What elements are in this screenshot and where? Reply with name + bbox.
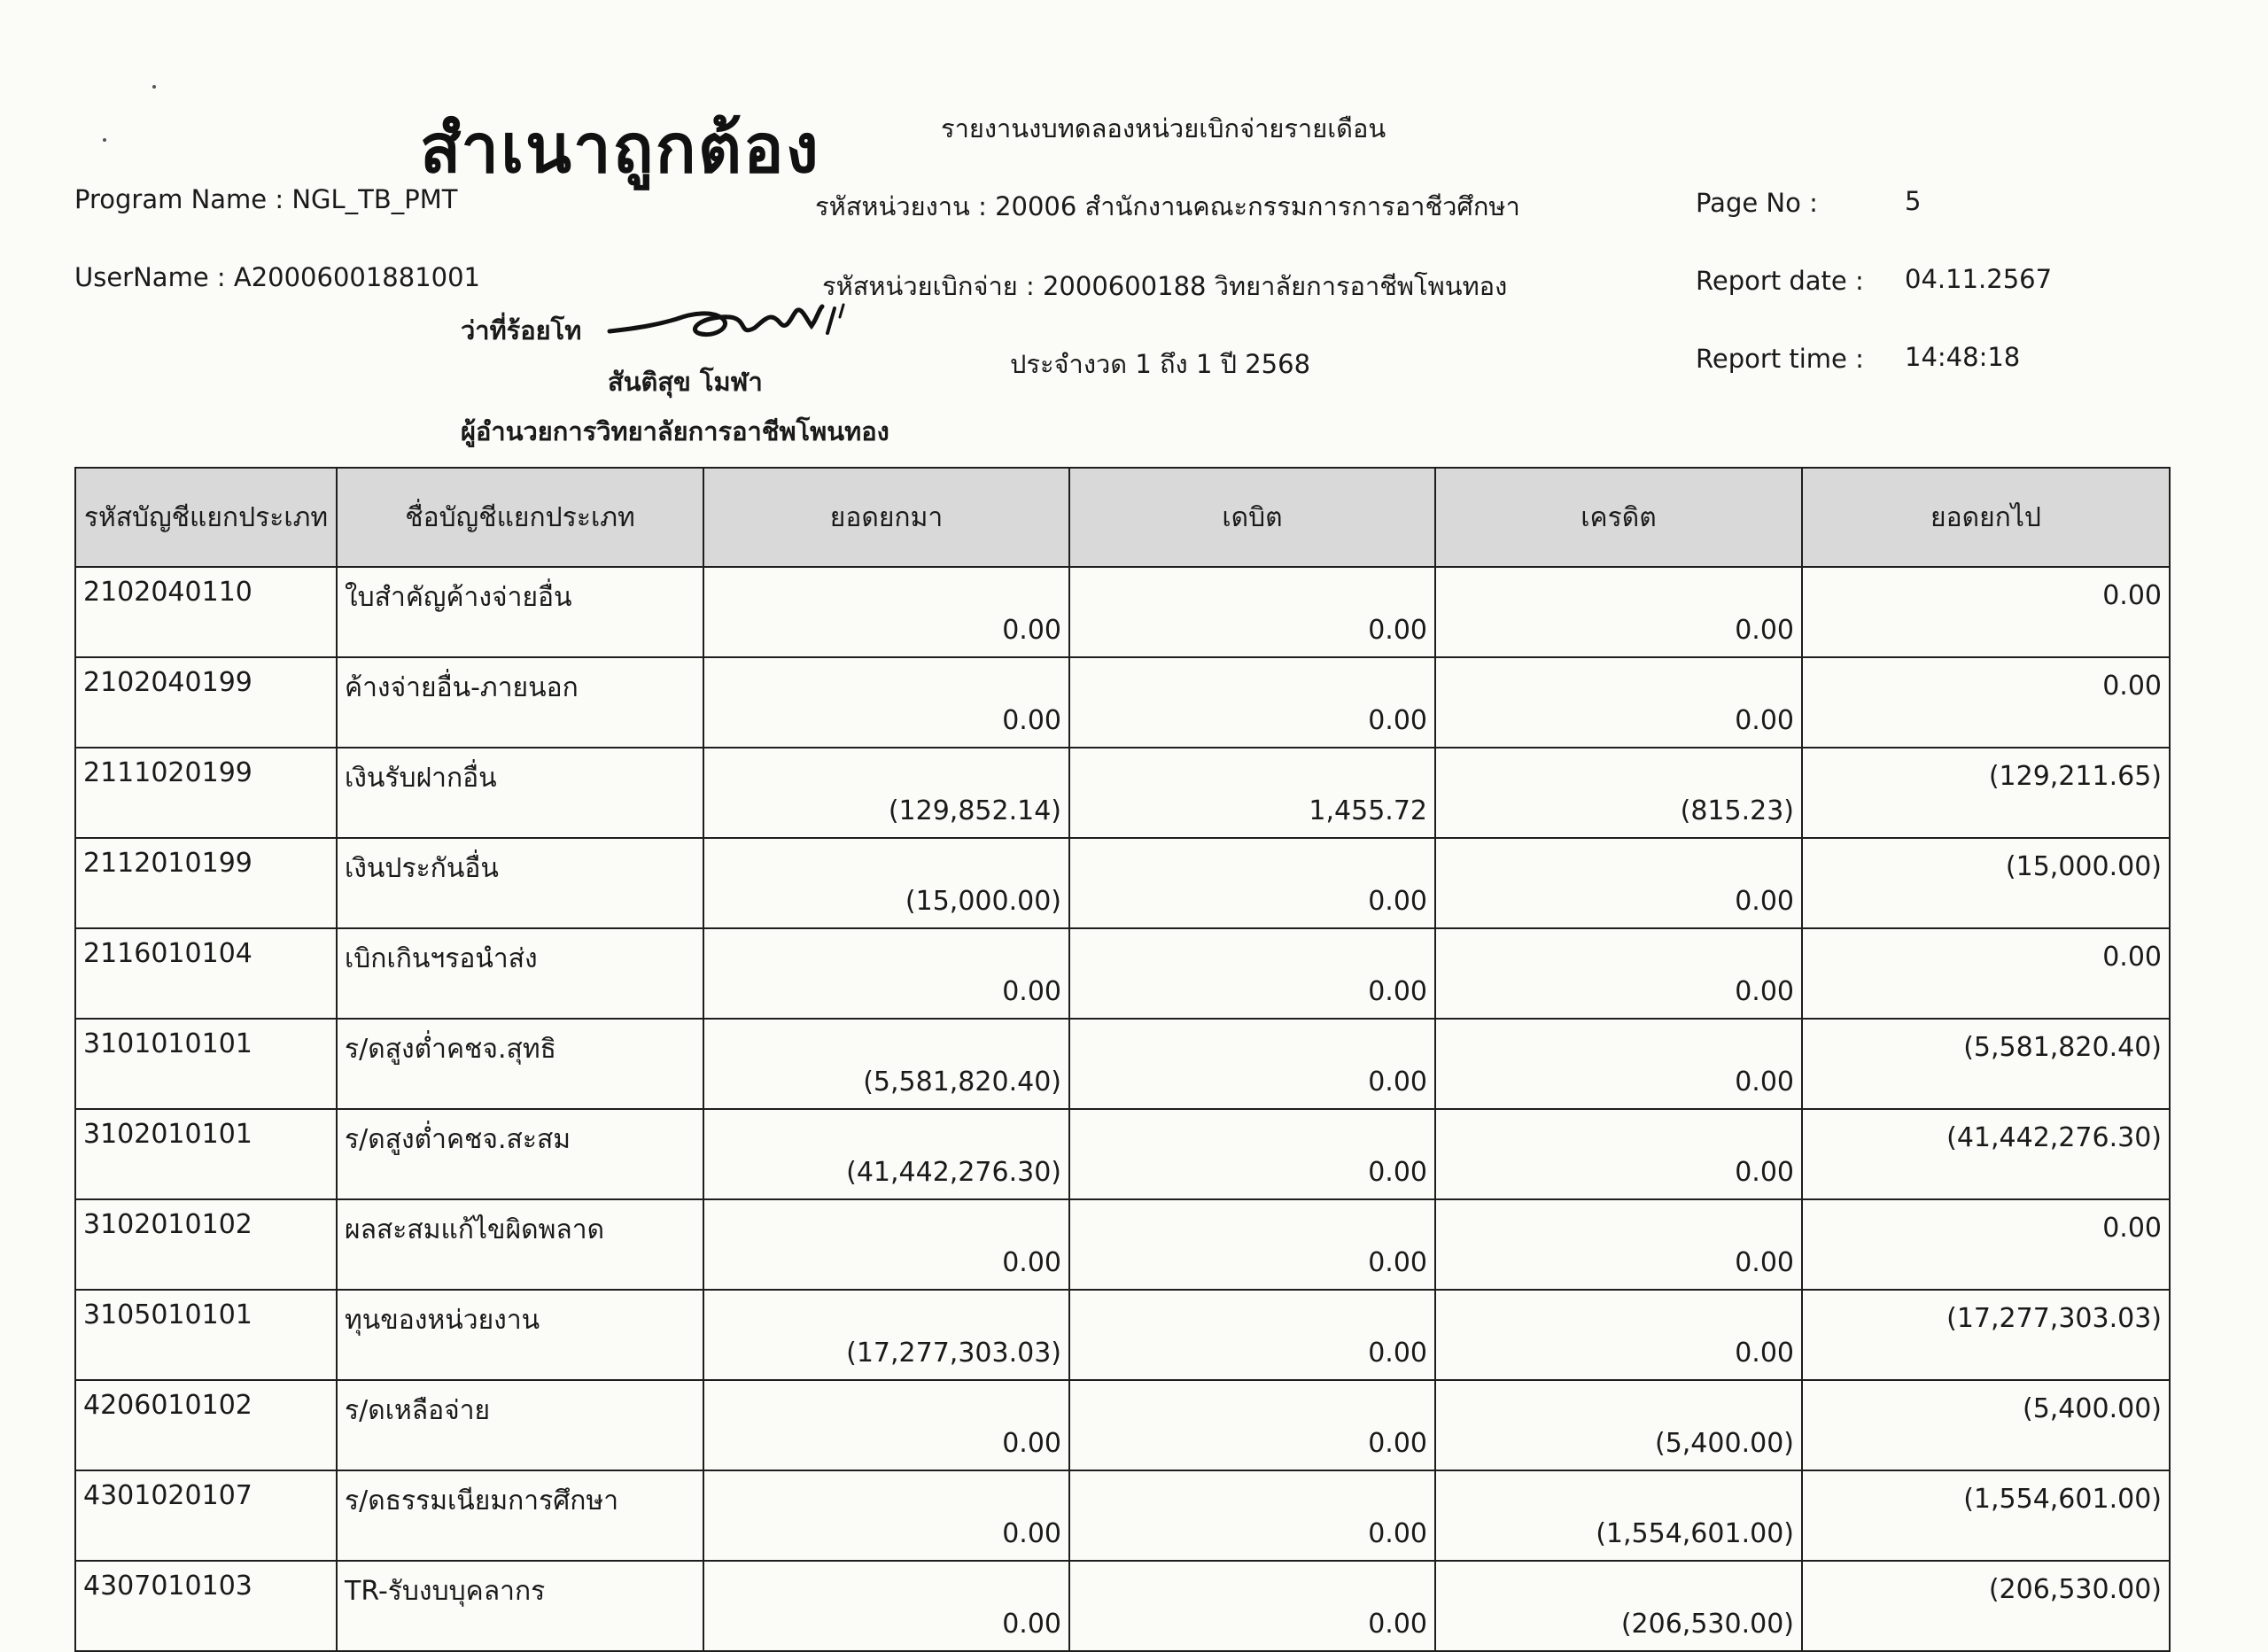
account-name: เงินรับฝากอื่น [337,748,703,838]
carried-forward: (5,400.00) [1802,1380,2170,1470]
carried-forward: 0.00 [1802,928,2170,1019]
col-header-account-code: รหัสบัญชีแยกประเภท [75,468,337,567]
account-code: 4307010103 [75,1561,337,1651]
page-no: 5 [1905,186,1922,216]
account-name: เบิกเกินฯรอนำส่ง [337,928,703,1019]
report-title: รายงานงบทดลองหน่วยเบิกจ่ายรายเดือน [941,113,1386,143]
credit: 0.00 [1435,1290,1802,1380]
table-header-row [75,468,2170,567]
certifier-name: สันติสุข โมฬา [608,367,763,397]
signature-icon [606,292,854,354]
table-row [75,1109,2170,1199]
program-name: Program Name : NGL_TB_PMT [74,184,458,214]
debit: 0.00 [1069,928,1435,1019]
credit: 0.00 [1435,928,1802,1019]
brought-forward: 0.00 [703,1380,1069,1470]
col-header-account-name: ชื่อบัญชีแยกประเภท [337,468,703,567]
credit: 0.00 [1435,1109,1802,1199]
carried-forward: (15,000.00) [1802,838,2170,928]
account-name: ร/ดธรรมเนียมการศึกษา [337,1470,703,1561]
carried-forward: (17,277,303.03) [1802,1290,2170,1380]
table-row [75,838,2170,928]
table-row [75,1019,2170,1109]
debit: 0.00 [1069,1019,1435,1109]
brought-forward: 0.00 [703,928,1069,1019]
page-no-label: Page No : [1696,188,1818,218]
account-code: 3102010102 [75,1199,337,1290]
col-header-credit: เครดิต [1435,468,1802,567]
credit: 0.00 [1435,1019,1802,1109]
certifier-position: ผู้อำนวยการวิทยาลัยการอาชีพโพนทอง [461,416,889,446]
account-code: 4206010102 [75,1380,337,1470]
report-date: 04.11.2567 [1905,264,2053,294]
debit: 0.00 [1069,1199,1435,1290]
disbursement-unit-code: รหัสหน่วยเบิกจ่าย : 2000600188 วิทยาลัยการอาชีพโพนทอง [822,271,1508,301]
account-name: ค้างจ่ายอื่น-ภายนอก [337,657,703,748]
brought-forward: 0.00 [703,657,1069,748]
debit: 0.00 [1069,838,1435,928]
carried-forward: 0.00 [1802,567,2170,657]
table-row [75,1470,2170,1561]
brought-forward: 0.00 [703,1470,1069,1561]
brought-forward: 0.00 [703,567,1069,657]
col-header-debit: เดบิต [1069,468,1435,567]
scan-speck [152,85,156,89]
account-name: ร/ดเหลือจ่าย [337,1380,703,1470]
brought-forward: (41,442,276.30) [703,1109,1069,1199]
table-row [75,567,2170,657]
debit: 0.00 [1069,657,1435,748]
brought-forward: 0.00 [703,1561,1069,1651]
report-time: 14:48:18 [1905,342,2021,372]
brought-forward: (5,581,820.40) [703,1019,1069,1109]
account-name: ร/ดสูงต่ำคชจ.สุทธิ [337,1019,703,1109]
credit: 0.00 [1435,1199,1802,1290]
username: UserName : A20006001881001 [74,262,481,292]
credit: (815.23) [1435,748,1802,838]
credit: 0.00 [1435,657,1802,748]
scan-speck [103,138,106,142]
account-name: TR-รับงบบุคลากร [337,1561,703,1651]
account-name: ผลสะสมแก้ไขผิดพลาด [337,1199,703,1290]
carried-forward: 0.00 [1802,1199,2170,1290]
account-code: 2102040199 [75,657,337,748]
carried-forward: (129,211.65) [1802,748,2170,838]
account-code: 4301020107 [75,1470,337,1561]
credit: (1,554,601.00) [1435,1470,1802,1561]
credit: 0.00 [1435,838,1802,928]
account-name: ร/ดสูงต่ำคชจ.สะสม [337,1109,703,1199]
brought-forward: 0.00 [703,1199,1069,1290]
account-name: ทุนของหน่วยงาน [337,1290,703,1380]
certifier-rank: ว่าที่ร้อยโท [461,315,582,345]
period: ประจำงวด 1 ถึง 1 ปี 2568 [1010,349,1311,379]
carried-forward: (1,554,601.00) [1802,1470,2170,1561]
col-header-brought-forward: ยอดยกมา [703,468,1069,567]
carried-forward: (206,530.00) [1802,1561,2170,1651]
account-code: 3102010101 [75,1109,337,1199]
carried-forward: 0.00 [1802,657,2170,748]
report-time-label: Report time : [1696,344,1864,374]
brought-forward: (17,277,303.03) [703,1290,1069,1380]
account-code: 3101010101 [75,1019,337,1109]
account-name: เงินประกันอื่น [337,838,703,928]
credit: 0.00 [1435,567,1802,657]
credit: (5,400.00) [1435,1380,1802,1470]
carried-forward: (5,581,820.40) [1802,1019,2170,1109]
credit: (206,530.00) [1435,1561,1802,1651]
debit: 0.00 [1069,1470,1435,1561]
report-date-label: Report date : [1696,266,1864,296]
debit: 0.00 [1069,1380,1435,1470]
table-row [75,1199,2170,1290]
account-name: ใบสำคัญค้างจ่ายอื่น [337,567,703,657]
debit: 0.00 [1069,567,1435,657]
carried-forward: (41,442,276.30) [1802,1109,2170,1199]
table-row [75,1290,2170,1380]
account-code: 2116010104 [75,928,337,1019]
table-row [75,928,2170,1019]
table-row [75,1380,2170,1470]
debit: 0.00 [1069,1561,1435,1651]
account-code: 2111020199 [75,748,337,838]
col-header-carried-forward: ยอดยกไป [1802,468,2170,567]
table-row [75,657,2170,748]
debit: 0.00 [1069,1109,1435,1199]
table-row [75,748,2170,838]
certified-copy-stamp: สำเนาถูกต้อง [420,109,820,188]
account-code: 2102040110 [75,567,337,657]
debit: 1,455.72 [1069,748,1435,838]
agency-code: รหัสหน่วยงาน : 20006 สำนักงานคณะกรรมการการอาชีวศึกษา [815,191,1520,221]
brought-forward: (129,852.14) [703,748,1069,838]
brought-forward: (15,000.00) [703,838,1069,928]
account-code: 2112010199 [75,838,337,928]
account-code: 3105010101 [75,1290,337,1380]
table-row [75,1561,2170,1651]
trial-balance-table [74,467,2171,1652]
debit: 0.00 [1069,1290,1435,1380]
